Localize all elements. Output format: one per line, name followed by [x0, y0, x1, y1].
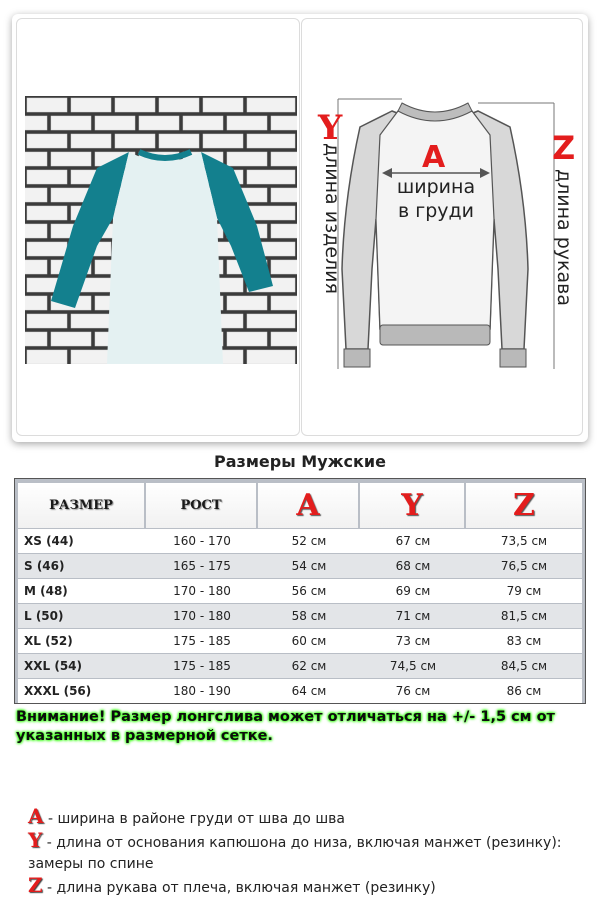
letter-z: Z: [552, 129, 576, 167]
cell-a: 52 см: [258, 529, 360, 553]
cell-a: 56 см: [258, 579, 360, 603]
size-table: [18, 482, 582, 704]
legend-text-a: - ширина в районе груди от шва до шва: [43, 811, 345, 827]
size-table-container: [14, 478, 586, 704]
cell-z: 79 см: [466, 579, 582, 603]
cell-size: S (46): [18, 554, 146, 578]
measurement-diagram-panel: [301, 18, 583, 436]
header-size: РАЗМЕР: [18, 483, 146, 528]
cell-y: 69 см: [360, 579, 466, 603]
photo-panel: [16, 18, 300, 436]
table-row: [18, 679, 582, 703]
cell-size: M (48): [18, 579, 146, 603]
header-z: Z: [466, 483, 582, 528]
cell-height: 170 - 180: [146, 604, 258, 628]
cell-a: 58 см: [258, 604, 360, 628]
longsleeve-photo: [25, 96, 297, 364]
cell-z: 76,5 см: [466, 554, 582, 578]
header-a: A: [258, 483, 360, 528]
cell-z: 73,5 см: [466, 529, 582, 553]
legend-letter-z: Z: [28, 873, 43, 897]
table-row: [18, 579, 582, 603]
measurement-legend: [28, 806, 588, 899]
table-row: [18, 529, 582, 553]
table-row: [18, 604, 582, 628]
cell-size: L (50): [18, 604, 146, 628]
legend-letter-a: A: [28, 804, 44, 828]
cell-height: 175 - 185: [146, 629, 258, 653]
label-chest-line2: в груди: [397, 200, 475, 222]
cell-height: 175 - 185: [146, 654, 258, 678]
letter-y: Y: [318, 108, 343, 148]
legend-letter-y: Y: [28, 828, 43, 852]
header-height: РОСТ: [146, 483, 258, 528]
cell-z: 81,5 см: [466, 604, 582, 628]
table-header-row: [18, 483, 582, 528]
cell-y: 67 см: [360, 529, 466, 553]
legend-item-y: [28, 830, 588, 875]
cell-y: 71 см: [360, 604, 466, 628]
cell-y: 76 см: [360, 679, 466, 703]
header-y: Y: [360, 483, 466, 528]
table-row: [18, 554, 582, 578]
letter-a: A: [422, 140, 446, 175]
label-chest-line1: ширина: [396, 176, 476, 198]
product-images-card: [12, 14, 588, 442]
cell-a: 54 см: [258, 554, 360, 578]
size-warning-note: Внимание! Размер лонгслива может отличаться на +/- 1,5 см от указанных в размерной сетке.: [16, 709, 555, 744]
cell-height: 160 - 170: [146, 529, 258, 553]
cell-size: XXL (54): [18, 654, 146, 678]
cell-height: 165 - 175: [146, 554, 258, 578]
legend-item-z: [28, 875, 588, 899]
cell-a: 62 см: [258, 654, 360, 678]
legend-text-y: - длина от основания капюшона до низа, включая манжет (резинку): замеры по спине: [28, 835, 562, 872]
cell-height: 170 - 180: [146, 579, 258, 603]
label-sleeve: длина рукава: [553, 169, 575, 306]
cell-z: 83 см: [466, 629, 582, 653]
cell-height: 180 - 190: [146, 679, 258, 703]
legend-text-z: - длина рукава от плеча, включая манжет (резинку): [42, 880, 436, 896]
cell-y: 68 см: [360, 554, 466, 578]
cell-a: 60 см: [258, 629, 360, 653]
label-length: длина изделия: [321, 143, 343, 294]
section-title: Размеры Мужские: [214, 452, 386, 471]
table-row: [18, 654, 582, 678]
cell-a: 64 см: [258, 679, 360, 703]
legend-item-a: [28, 806, 588, 830]
cell-size: XS (44): [18, 529, 146, 553]
cell-size: XXXL (56): [18, 679, 146, 703]
table-row: [18, 629, 582, 653]
cell-z: 84,5 см: [466, 654, 582, 678]
cell-y: 73 см: [360, 629, 466, 653]
sweatshirt-measurement-diagram: [302, 19, 583, 436]
cell-y: 74,5 см: [360, 654, 466, 678]
cell-size: XL (52): [18, 629, 146, 653]
cell-z: 86 см: [466, 679, 582, 703]
